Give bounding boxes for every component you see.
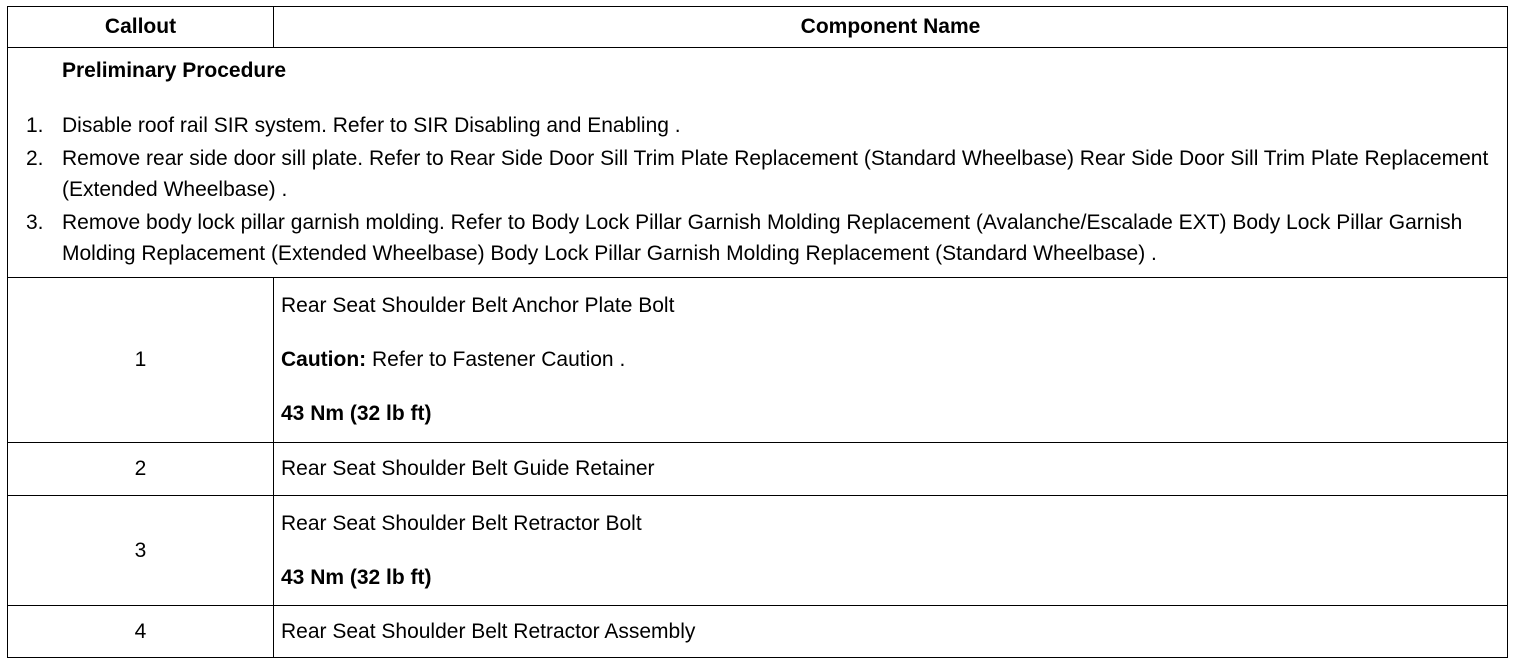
step-item [22,143,1495,205]
preliminary-row [8,48,1508,278]
component-cell [274,443,1508,496]
component-name: Rear Seat Shoulder Belt Anchor Plate Bolt [281,294,675,317]
caution-note [281,345,1499,375]
component-name: Rear Seat Shoulder Belt Retractor Bolt [281,511,642,535]
step-number: 3. [26,211,44,234]
torque-spec: 43 Nm (32 lb ft) [281,565,432,589]
component-cell [274,606,1508,658]
preliminary-title: Preliminary Procedure [62,59,287,82]
step-text: Remove body lock pillar garnish molding. Refer to Body Lock Pillar Garnish Molding Replacement (Avalanche/Escalade EXT) Body Lock Pillar Garnish Molding Replacement (Extended Wheelbase) Body Lock Pillar Garnish Molding Replacement (Standard Wheelbase) . [62,211,1463,265]
callout-cell: 2 [8,443,274,496]
step-item [22,110,1495,141]
component-cell [274,278,1508,443]
header-row [8,7,1508,48]
callout-cell: 4 [8,606,274,658]
callout-cell: 1 [8,278,274,443]
preliminary-procedure [8,48,1508,278]
component-name: Rear Seat Shoulder Belt Guide Retainer [281,457,655,480]
table-row [8,278,1508,443]
header-component-name: Component Name [274,7,1508,48]
component-cell [274,496,1508,606]
table-row [8,443,1508,496]
step-item [22,207,1495,269]
step-text: Remove rear side door sill plate. Refer to Rear Side Door Sill Trim Plate Replacement (Standard Wheelbase) Rear Side Door Sill Trim Plate Replacement (Extended Wheelbase) . [62,147,1489,201]
step-text: Disable roof rail SIR system. Refer to SIR Disabling and Enabling . [62,114,681,137]
caution-label: Caution: [281,348,367,371]
component-name: Rear Seat Shoulder Belt Retractor Assembly [281,619,696,643]
torque-spec: 43 Nm (32 lb ft) [281,402,432,425]
caution-text: Refer to Fastener Caution . [366,348,626,371]
table-row [8,606,1508,658]
step-number: 2. [26,147,44,170]
step-number: 1. [26,114,44,137]
component-table [7,6,1508,658]
preliminary-steps [22,110,1495,269]
header-callout: Callout [8,7,274,48]
callout-cell: 3 [8,496,274,606]
table-row [8,496,1508,606]
